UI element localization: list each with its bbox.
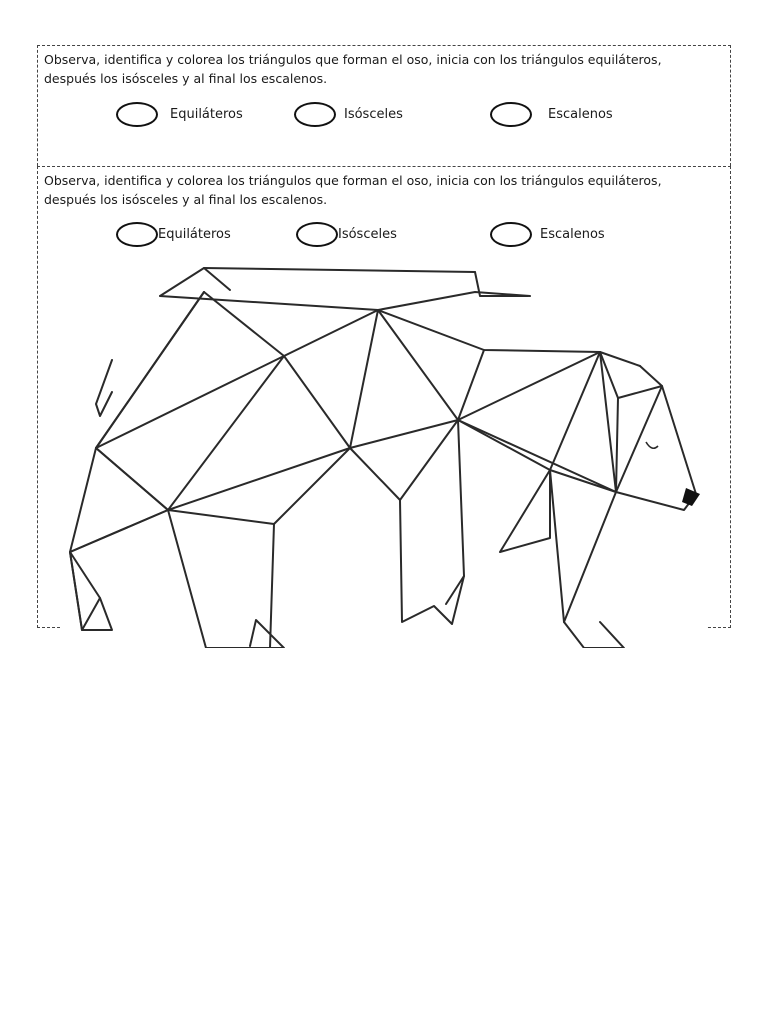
legend-label: Equiláteros	[158, 227, 231, 242]
instruction-text: Observa, identifica y colorea los triángulos que forman el oso, inicia con los triángulos equiláteros, después los isósceles y al final los escalenos.	[44, 173, 662, 207]
legend-scalene	[490, 222, 605, 247]
legend-label: Isósceles	[344, 107, 403, 122]
color-circle[interactable]	[490, 102, 532, 127]
legend-equilateral	[116, 102, 243, 127]
worksheet-section-1	[37, 45, 731, 166]
color-circle[interactable]	[490, 222, 532, 247]
legend-scalene	[490, 102, 613, 127]
geometric-bear-illustration	[60, 262, 706, 648]
color-circle[interactable]	[116, 102, 158, 127]
legend-isosceles	[294, 102, 403, 127]
legend-label: Escalenos	[540, 227, 605, 242]
color-circle[interactable]	[116, 222, 158, 247]
illustration-background	[60, 262, 706, 648]
legend-label: Equiláteros	[170, 107, 243, 122]
instruction-text: Observa, identifica y colorea los triángulos que forman el oso, inicia con los triángulos equiláteros, después los isósceles y al final los escalenos.	[44, 52, 662, 86]
legend-label: Isósceles	[338, 227, 397, 242]
color-circle[interactable]	[294, 102, 336, 127]
legend-label: Escalenos	[548, 107, 613, 122]
legend-isosceles	[296, 222, 397, 247]
color-circle[interactable]	[296, 222, 338, 247]
legend-equilateral	[116, 222, 231, 247]
